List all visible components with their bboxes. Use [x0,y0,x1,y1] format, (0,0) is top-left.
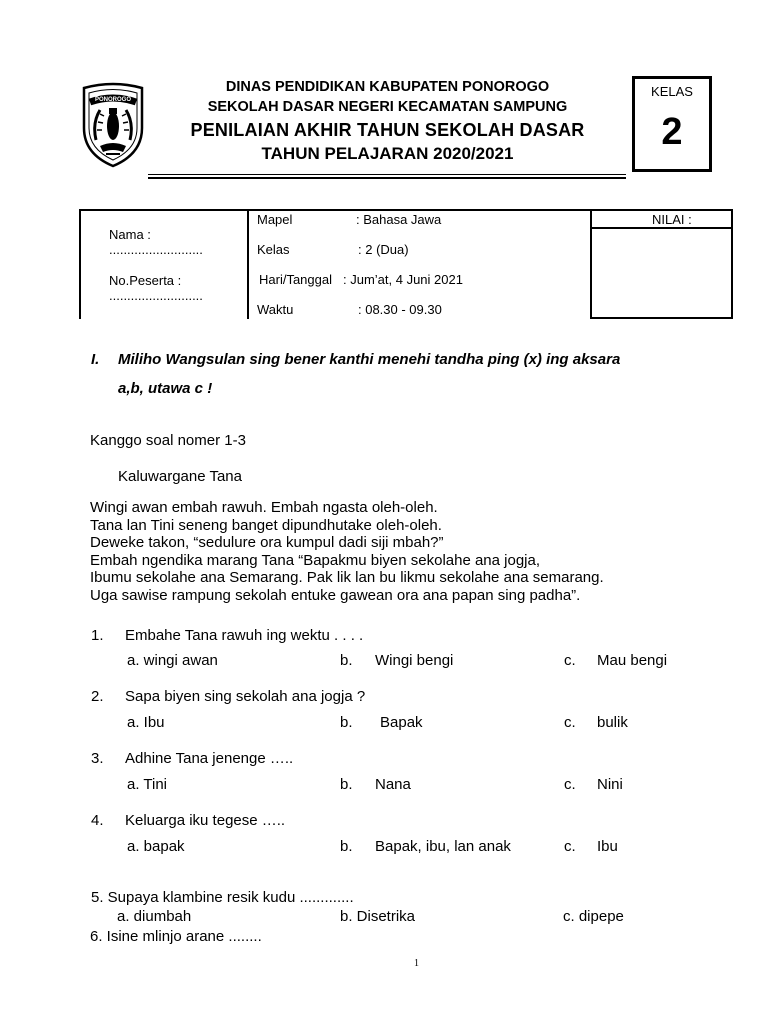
kelas-box-value: 2 [661,111,683,153]
hari-label: Hari/Tanggal [259,272,332,287]
question-1-option-b-label: b. [340,652,353,669]
passage-line: Ibumu sekolahe ana Semarang. Pak lik lan bu likmu sekolahe ana semarang. [90,569,604,586]
logo-text: PONOROGO [94,97,132,103]
nama-label: Nama : [109,227,151,242]
question-2-option-b[interactable]: Bapak [380,714,423,731]
peserta-field[interactable]: .......................... [109,288,203,303]
question-1-option-a[interactable]: a. wingi awan [127,652,218,669]
waktu-value: : 08.30 - 09.30 [358,302,442,317]
header-school: SEKOLAH DASAR NEGERI KECAMATAN SAMPUNG [207,99,568,115]
passage-line: Tana lan Tini seneng banget dipundhutake oleh-oleh. [90,516,442,534]
question-3-option-a[interactable]: a. Tini [127,776,168,793]
question-2-option-b-label: b. [340,714,353,731]
header-school-year: TAHUN PELAJARAN 2020/2021 [261,144,514,163]
question-1-option-b[interactable]: Wingi bengi [375,652,454,669]
question-5-option-b[interactable]: b. Disetrika [340,908,416,925]
question-3-option-c[interactable]: Nini [597,776,623,793]
question-2-text: Sapa biyen sing sekolah ana jogja ? [125,688,366,705]
question-6-text: 6. Isine mlinjo arane ........ [90,928,262,945]
question-4-option-c-label: c. [564,838,576,855]
question-4-option-b-label: b. [340,838,353,855]
section-instruction-line2: a,b, utawa c ! [118,380,213,397]
question-4-option-c[interactable]: Ibu [597,838,618,855]
question-4-option-b[interactable]: Bapak, ibu, lan anak [375,838,511,855]
question-5-option-c[interactable]: c. dipepe [563,908,624,925]
reading-passage [90,499,604,604]
section-instruction-line1: Miliho Wangsulan sing bener kanthi menehi tandha ping (x) ing aksara [118,351,621,368]
header-rule-thick [148,177,626,179]
question-3-option-c-label: c. [564,776,576,793]
mapel-label: Mapel [257,212,293,227]
nama-field[interactable]: .......................... [109,242,203,257]
nilai-box-separator [590,227,733,229]
kelas-box [632,76,712,172]
header-exam-title: PENILAIAN AKHIR TAHUN SEKOLAH DASAR [190,120,585,140]
question-1-option-c[interactable]: Mau bengi [597,652,668,669]
question-3-option-b[interactable]: Nana [375,776,411,793]
kelas-label: Kelas [257,242,290,257]
question-5-text: 5. Supaya klambine resik kudu ............. [91,889,354,906]
hari-value: : Jum’at, 4 Juni 2021 [343,272,463,287]
question-4-number: 4. [91,812,104,829]
kelas-value: : 2 (Dua) [358,242,409,257]
question-2-number: 2. [91,688,104,705]
question-3-number: 3. [91,750,104,767]
passage-line: Wingi awan embah rawuh. Embah ngasta oleh-oleh. [90,499,438,516]
kelas-box-label: KELAS [651,84,693,99]
question-4-text: Keluarga iku tegese ….. [125,812,286,829]
reading-title: Kaluwargane Tana [118,468,242,485]
passage-line: Deweke takon, “sedulure ora kumpul dadi siji mbah?” [90,534,444,551]
page-number: 1 [414,958,419,969]
question-3-text: Adhine Tana jenenge ….. [125,750,294,767]
passage-line: Uga sawise rampung sekolah entuke gawean ora ana papan sing padha”. [90,586,581,604]
question-4-option-a[interactable]: a. bapak [127,838,185,855]
ponorogo-regency-logo [78,78,148,168]
header-rule-thin [148,174,626,175]
info-box-divider [247,209,249,319]
question-5-option-a[interactable]: a. diumbah [117,908,192,925]
header-agency: DINAS PENDIDIKAN KABUPATEN PONOROGO [225,79,550,95]
waktu-label: Waktu [257,302,294,317]
question-2-option-a[interactable]: a. Ibu [127,714,165,731]
question-1-number: 1. [91,627,104,644]
passage-line: Embah ngendika marang Tana “Bapakmu biyen sekolahe ana jogja, [90,551,541,569]
peserta-label: No.Peserta : [109,273,182,288]
question-3-option-b-label: b. [340,776,353,793]
question-1-text: Embahe Tana rawuh ing wektu . . . . [125,627,364,644]
section-number: I. [91,351,100,368]
nilai-label: NILAI : [652,212,692,227]
question-2-option-c[interactable]: bulik [597,714,628,731]
mapel-value: : Bahasa Jawa [356,212,442,227]
question-2-option-c-label: c. [564,714,576,731]
reading-intro: Kanggo soal nomer 1-3 [90,432,246,449]
question-1-option-c-label: c. [564,652,576,669]
